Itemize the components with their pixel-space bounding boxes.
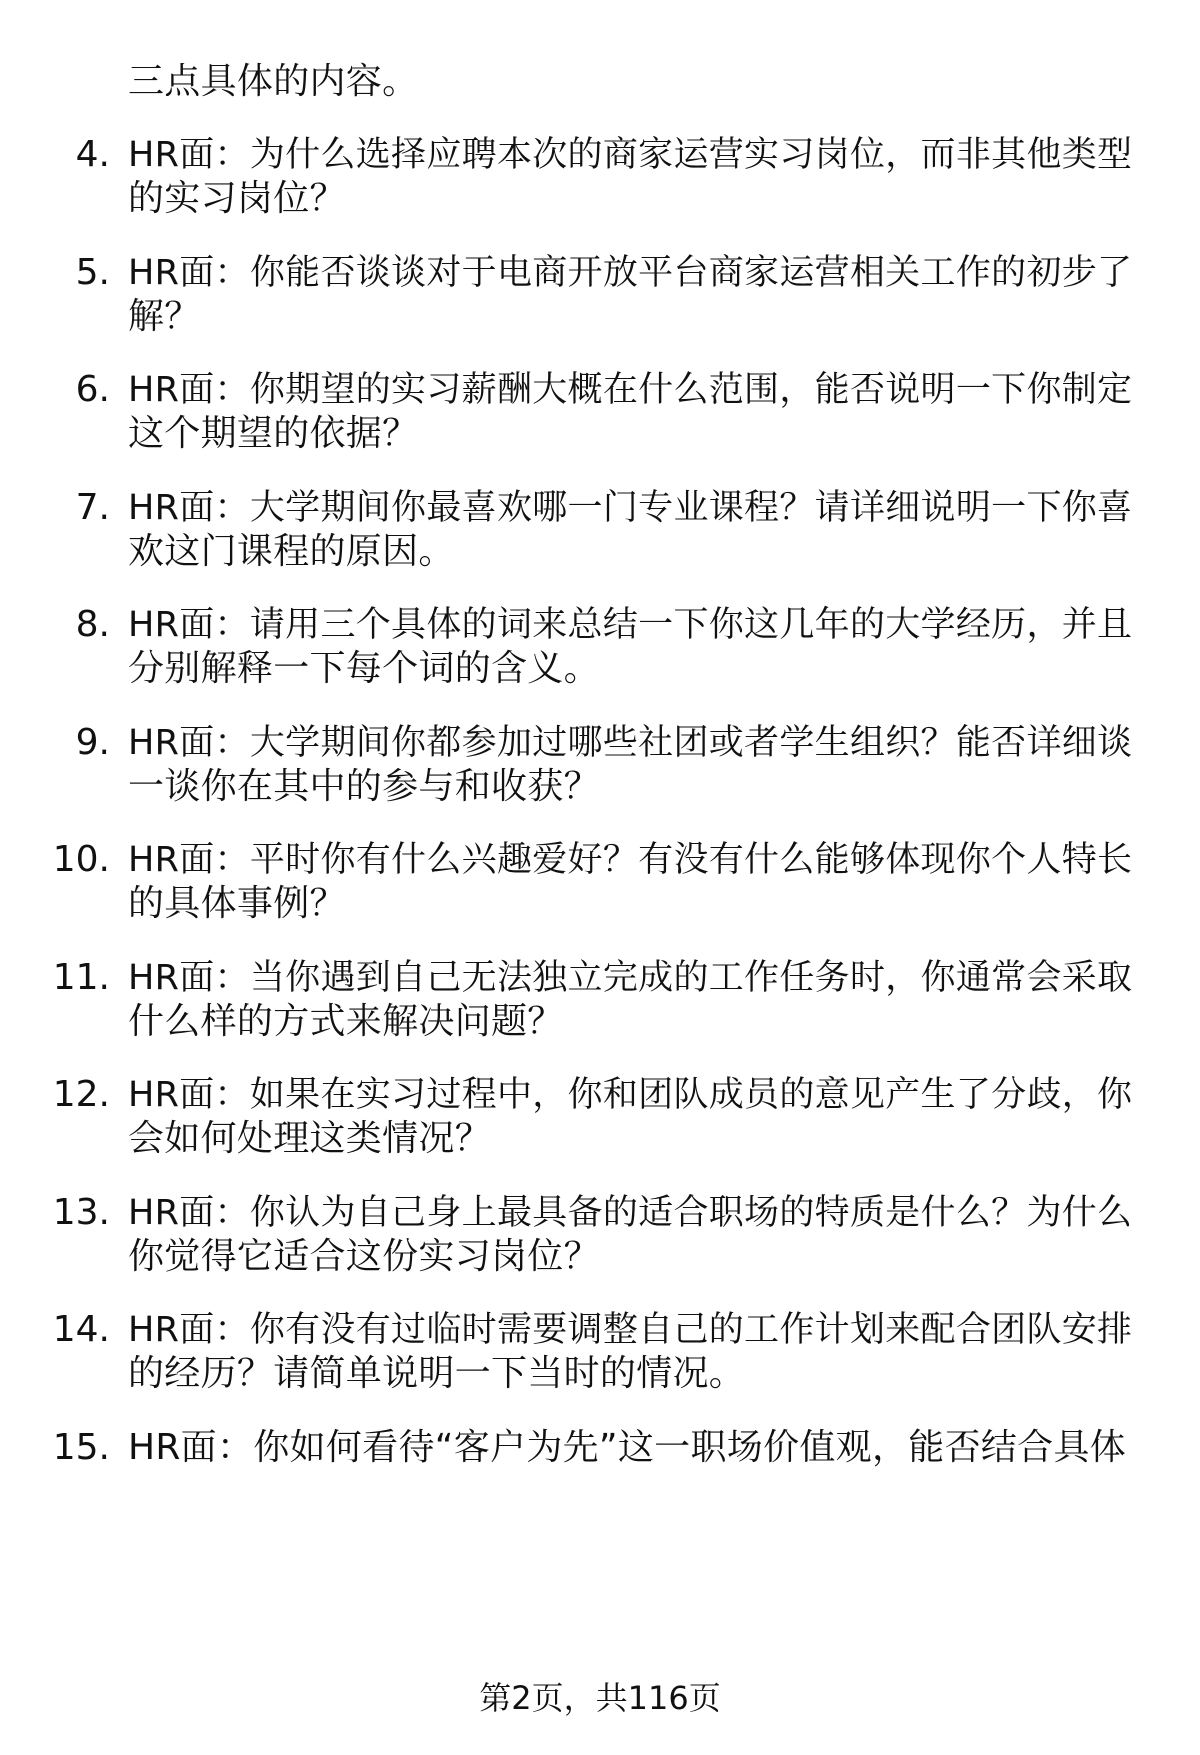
list-item-line: HR面：你有没有过临时需要调整自己的工作计划来配合团队安排 — [128, 1310, 1133, 1350]
list-item-line: HR面：大学期间你都参加过哪些社团或者学生组织？能否详细谈 — [128, 723, 1133, 763]
list-item-line: 这个期望的依据？ — [128, 413, 419, 454]
list-item-line: HR面：请用三个具体的词来总结一下你这几年的大学经历，并且 — [128, 605, 1133, 645]
list-item-number: 7. — [75, 487, 110, 528]
list-item-line: 解？ — [128, 296, 201, 337]
list-item-number: 5. — [75, 252, 110, 293]
list-item-line: 的实习岗位？ — [128, 178, 346, 219]
list-item-line: HR面：如果在实习过程中，你和团队成员的意见产生了分歧，你 — [128, 1075, 1133, 1115]
list-item-number: 10. — [52, 839, 110, 880]
list-item-line: 分别解释一下每个词的含义。 — [128, 648, 600, 689]
list-item-number: 6. — [75, 369, 110, 410]
list-item-line: HR面：你能否谈谈对于电商开放平台商家运营相关工作的初步了 — [128, 253, 1133, 293]
list-item-line: 欢这门课程的原因。 — [128, 531, 455, 572]
list-item-number: 8. — [75, 604, 110, 645]
list-item-line: 一谈你在其中的参与和收获？ — [128, 766, 600, 807]
list-item-line: 会如何处理这类情况？ — [128, 1118, 492, 1159]
list-item-line: HR面：为什么选择应聘本次的商家运营实习岗位，而非其他类型 — [128, 135, 1133, 175]
list-item-number: 9. — [75, 722, 110, 763]
list-item-line: HR面：平时你有什么兴趣爱好？有没有什么能够体现你个人特长 — [128, 840, 1133, 880]
intro-continuation: 三点具体的内容。 — [128, 61, 419, 102]
list-item-line: HR面：你认为自己身上最具备的适合职场的特质是什么？为什么 — [128, 1193, 1133, 1233]
list-item-line: 的具体事例？ — [128, 883, 346, 924]
list-item-line: HR面：你期望的实习薪酬大概在什么范围，能否说明一下你制定 — [128, 370, 1133, 410]
list-item-line: HR面：你如何看待“客户为先”这一职场价值观，能否结合具体 — [128, 1427, 1127, 1468]
page-footer: 第2页，共116页 — [479, 1679, 721, 1717]
list-item-number: 15. — [52, 1427, 110, 1468]
list-item-number: 13. — [52, 1192, 110, 1233]
list-item-line: HR面：大学期间你最喜欢哪一门专业课程？请详细说明一下你喜 — [128, 488, 1133, 528]
list-item-number: 12. — [52, 1074, 110, 1115]
list-item-line: 你觉得它适合这份实习岗位？ — [128, 1236, 600, 1277]
list-item-line: 的经历？请简单说明一下当时的情况。 — [128, 1353, 746, 1394]
list-item-number: 14. — [52, 1309, 110, 1350]
list-item-line: 什么样的方式来解决问题？ — [128, 1001, 564, 1042]
list-item-number: 11. — [52, 957, 110, 998]
list-item-number: 4. — [75, 134, 110, 175]
list-item-line: HR面：当你遇到自己无法独立完成的工作任务时，你通常会采取 — [128, 958, 1133, 998]
